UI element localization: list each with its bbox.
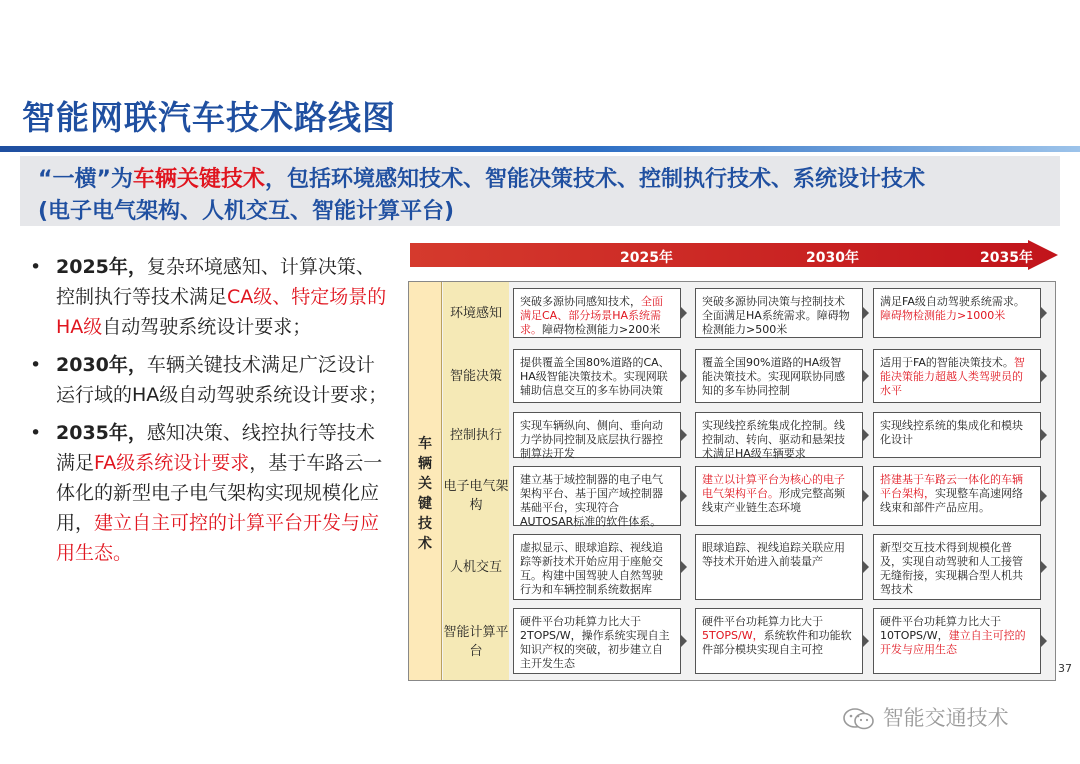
title-underline	[0, 146, 1080, 152]
cell-text	[520, 295, 670, 337]
cell-arrow-tip	[1040, 634, 1047, 648]
cell-text-red: 智能决策能力超越人类驾驶员的水平	[880, 356, 1025, 397]
cell-arrow-tip	[1040, 306, 1047, 320]
roadmap-cell	[695, 534, 863, 600]
cell-arrow-tip	[862, 489, 869, 503]
timeline-arrow-shape	[410, 240, 1058, 270]
roadmap-cell	[695, 412, 863, 458]
roadmap-cell	[513, 412, 681, 458]
roadmap-cell	[513, 608, 681, 674]
cell-text-a: 硬件平台功耗算力比大于	[702, 615, 823, 628]
cell-text: 眼球追踪、视线追踪关联应用等技术开始进入前装量产	[702, 541, 845, 568]
cell-text-red: 5TOPS/W，	[702, 629, 764, 642]
milestone-year: 2030年，	[56, 354, 147, 376]
roadmap-cell	[695, 349, 863, 403]
cell-text	[880, 615, 1030, 657]
cell-text	[702, 295, 852, 337]
roadmap-table	[408, 281, 1056, 681]
timeline-year-2025: 2025年	[620, 250, 673, 266]
row-label-hmi: 人机交互	[443, 530, 509, 605]
milestone-highlight-2: 建立自主可控的计算平台开发与应用生态。	[56, 512, 380, 564]
cell-text: 建立基于域控制器的电子电气架构平台、基于国产域控制器基础平台，实现符合AUTOSAR标准的软件体系。	[520, 473, 663, 528]
banner-rest: ，包括环境感知技术、智能决策技术、控制执行技术、系统设计技术	[264, 167, 925, 192]
cell-arrow-tip	[680, 560, 687, 574]
summary-banner	[20, 156, 1060, 226]
cell-text: 硬件平台功耗算力比大于2TOPS/W，操作系统实现自主知识产权的突破，初步建立自主开发生态	[520, 615, 670, 670]
cell-text-b: 形成完整高频线束产业链生态环境	[702, 487, 845, 514]
roadmap-cell	[695, 466, 863, 526]
roadmap-cell	[513, 349, 681, 403]
cell-arrow-tip	[862, 634, 869, 648]
cell-arrow-tip	[862, 306, 869, 320]
cell-text-a: 突破多源协同感知技术，	[520, 295, 641, 308]
cell-text-red: 障碍物检测能力>1000米	[880, 309, 1006, 322]
roadmap-cell	[873, 412, 1041, 458]
page-number: 37	[1058, 662, 1072, 675]
wechat-icon	[842, 707, 876, 731]
cell-text: 新型交互技术得到规模化普及，实现自动驾驶和人工接管无缝衔接，实现耦合型人机共驾技术	[880, 541, 1023, 596]
roadmap-cell	[873, 288, 1041, 338]
cell-text: 覆盖全国90%道路的HA级智能决策技术。实现网联协同感知的多车协同控制	[702, 356, 845, 397]
cell-arrow-tip	[862, 428, 869, 442]
bullet-dot: •	[30, 354, 42, 376]
banner-highlight: 车辆关键技术	[132, 167, 265, 192]
cell-arrow-tip	[1040, 560, 1047, 574]
cell-text-a: 适用于FA的智能决策技术。	[880, 356, 1014, 369]
page-title: 智能网联汽车技术路线图	[22, 98, 396, 137]
milestone-highlight: CA级、特定场景的HA级	[56, 286, 387, 338]
row-label-control: 控制执行	[443, 408, 509, 463]
cell-text-red: 搭建基于车路云一体化的车辆平台架构，	[880, 473, 1023, 500]
milestone-year: 2025年，	[56, 256, 147, 278]
banner-prefix: “一横”为	[38, 167, 133, 192]
milestone-text-mid: ，基于车路云一体化的新型电子电气架构实现规模化应用，	[56, 452, 383, 534]
cell-arrow-tip	[680, 369, 687, 383]
milestone-text: 复杂环境感知、计算决策、控制执行等技术满足	[56, 256, 375, 308]
banner-line-1	[38, 162, 925, 193]
cell-arrow-tip	[680, 634, 687, 648]
roadmap-cell	[513, 534, 681, 600]
cell-arrow-tip	[862, 369, 869, 383]
cell-text	[702, 615, 852, 657]
roadmap-cell	[695, 608, 863, 674]
bullet-dot: •	[30, 256, 42, 278]
cell-text	[880, 295, 1030, 323]
cell-text	[880, 473, 1030, 515]
watermark-text: 智能交通技术	[882, 706, 1009, 730]
cell-text	[702, 473, 852, 515]
roadmap-cell	[873, 349, 1041, 403]
cell-text-b: 实现整车高速网络线束和部件产品应用。	[880, 487, 1023, 514]
timeline-year-2035: 2035年	[980, 250, 1033, 266]
cell-text: 实现车辆纵向、侧向、垂向动力学协同控制及底层执行器控制算法开发	[520, 419, 663, 460]
milestone-text: 车辆关键技术满足广泛设计运行域的HA级自动驾驶系统设计要求；	[56, 354, 388, 406]
cell-text-b: 障碍物检测能力>200米	[542, 323, 661, 336]
roadmap-cell	[695, 288, 863, 338]
milestone-highlight: FA级系统设计要求	[94, 452, 250, 474]
timeline-year-2030: 2030年	[806, 250, 859, 266]
cell-text-a: 硬件平台功耗算力比大于10TOPS/W，	[880, 615, 1001, 642]
milestone-text: 感知决策、线控执行等技术满足	[56, 422, 375, 474]
cell-text: 虚拟显示、眼球追踪、视线追踪等新技术开始应用于座舱交互。构建中国驾驶人自然驾驶行为和车辆控制系统数据库	[520, 541, 663, 596]
milestone-2025	[30, 252, 392, 342]
cell-text: 实现线控系统的集成化和模块化设计	[880, 419, 1023, 446]
cell-arrow-tip	[1040, 428, 1047, 442]
timeline-arrow	[410, 240, 1058, 270]
roadmap-cell	[873, 534, 1041, 600]
cell-text-b: 系统软件和功能软件部分模块实现自主可控	[702, 629, 852, 656]
cell-text	[880, 356, 1030, 398]
cell-text-red: 建立以计算平台为核心的电子电气架构平台。	[702, 473, 845, 500]
milestone-text-end: 自动驾驶系统设计要求；	[102, 316, 312, 338]
cell-text: 实现线控系统集成化控制。线控制动、转向、驱动和悬架技术满足HA级车辆要求	[702, 419, 845, 460]
cell-text: 提供覆盖全国80%道路的CA、HA级智能决策技术。实现网联辅助信息交互的多车协同决策	[520, 356, 670, 397]
cell-arrow-tip	[862, 560, 869, 574]
cell-text-red: 全面满足CA、部分场景HA系统需求。	[520, 295, 663, 336]
cell-text-a: 满足FA级自动驾驶系统需求。	[880, 295, 1025, 308]
milestone-list	[30, 252, 392, 576]
milestone-year: 2035年，	[56, 422, 147, 444]
row-label-computing-platform: 智能计算平台	[443, 604, 509, 680]
cell-text-red: 建立自主可控的开发与应用生态	[880, 629, 1026, 656]
banner-line-2: (电子电气架构、人机交互、智能计算平台)	[38, 199, 455, 224]
watermark	[842, 702, 1009, 732]
cell-arrow-tip	[1040, 369, 1047, 383]
roadmap-cell	[873, 466, 1041, 526]
roadmap-cell	[513, 466, 681, 526]
vertical-category-column	[409, 282, 442, 680]
row-label-ee-architecture: 电子电气架构	[443, 462, 509, 531]
roadmap-cell	[873, 608, 1041, 674]
vertical-label: 车辆关键技术	[418, 436, 432, 552]
cell-arrow-tip	[1040, 489, 1047, 503]
cell-arrow-tip	[680, 306, 687, 320]
cell-text-a: 突破多源协同决策与控制技术全面满足HA系统需求。障碍物检测能力>500米	[702, 295, 850, 336]
cell-arrow-tip	[680, 428, 687, 442]
cell-arrow-tip	[680, 489, 687, 503]
row-label-perception: 环境感知	[443, 282, 509, 345]
milestone-2030	[30, 350, 392, 410]
row-label-decision: 智能决策	[443, 344, 509, 409]
bullet-dot: •	[30, 422, 42, 444]
milestone-2035	[30, 418, 392, 568]
roadmap-cell	[513, 288, 681, 338]
